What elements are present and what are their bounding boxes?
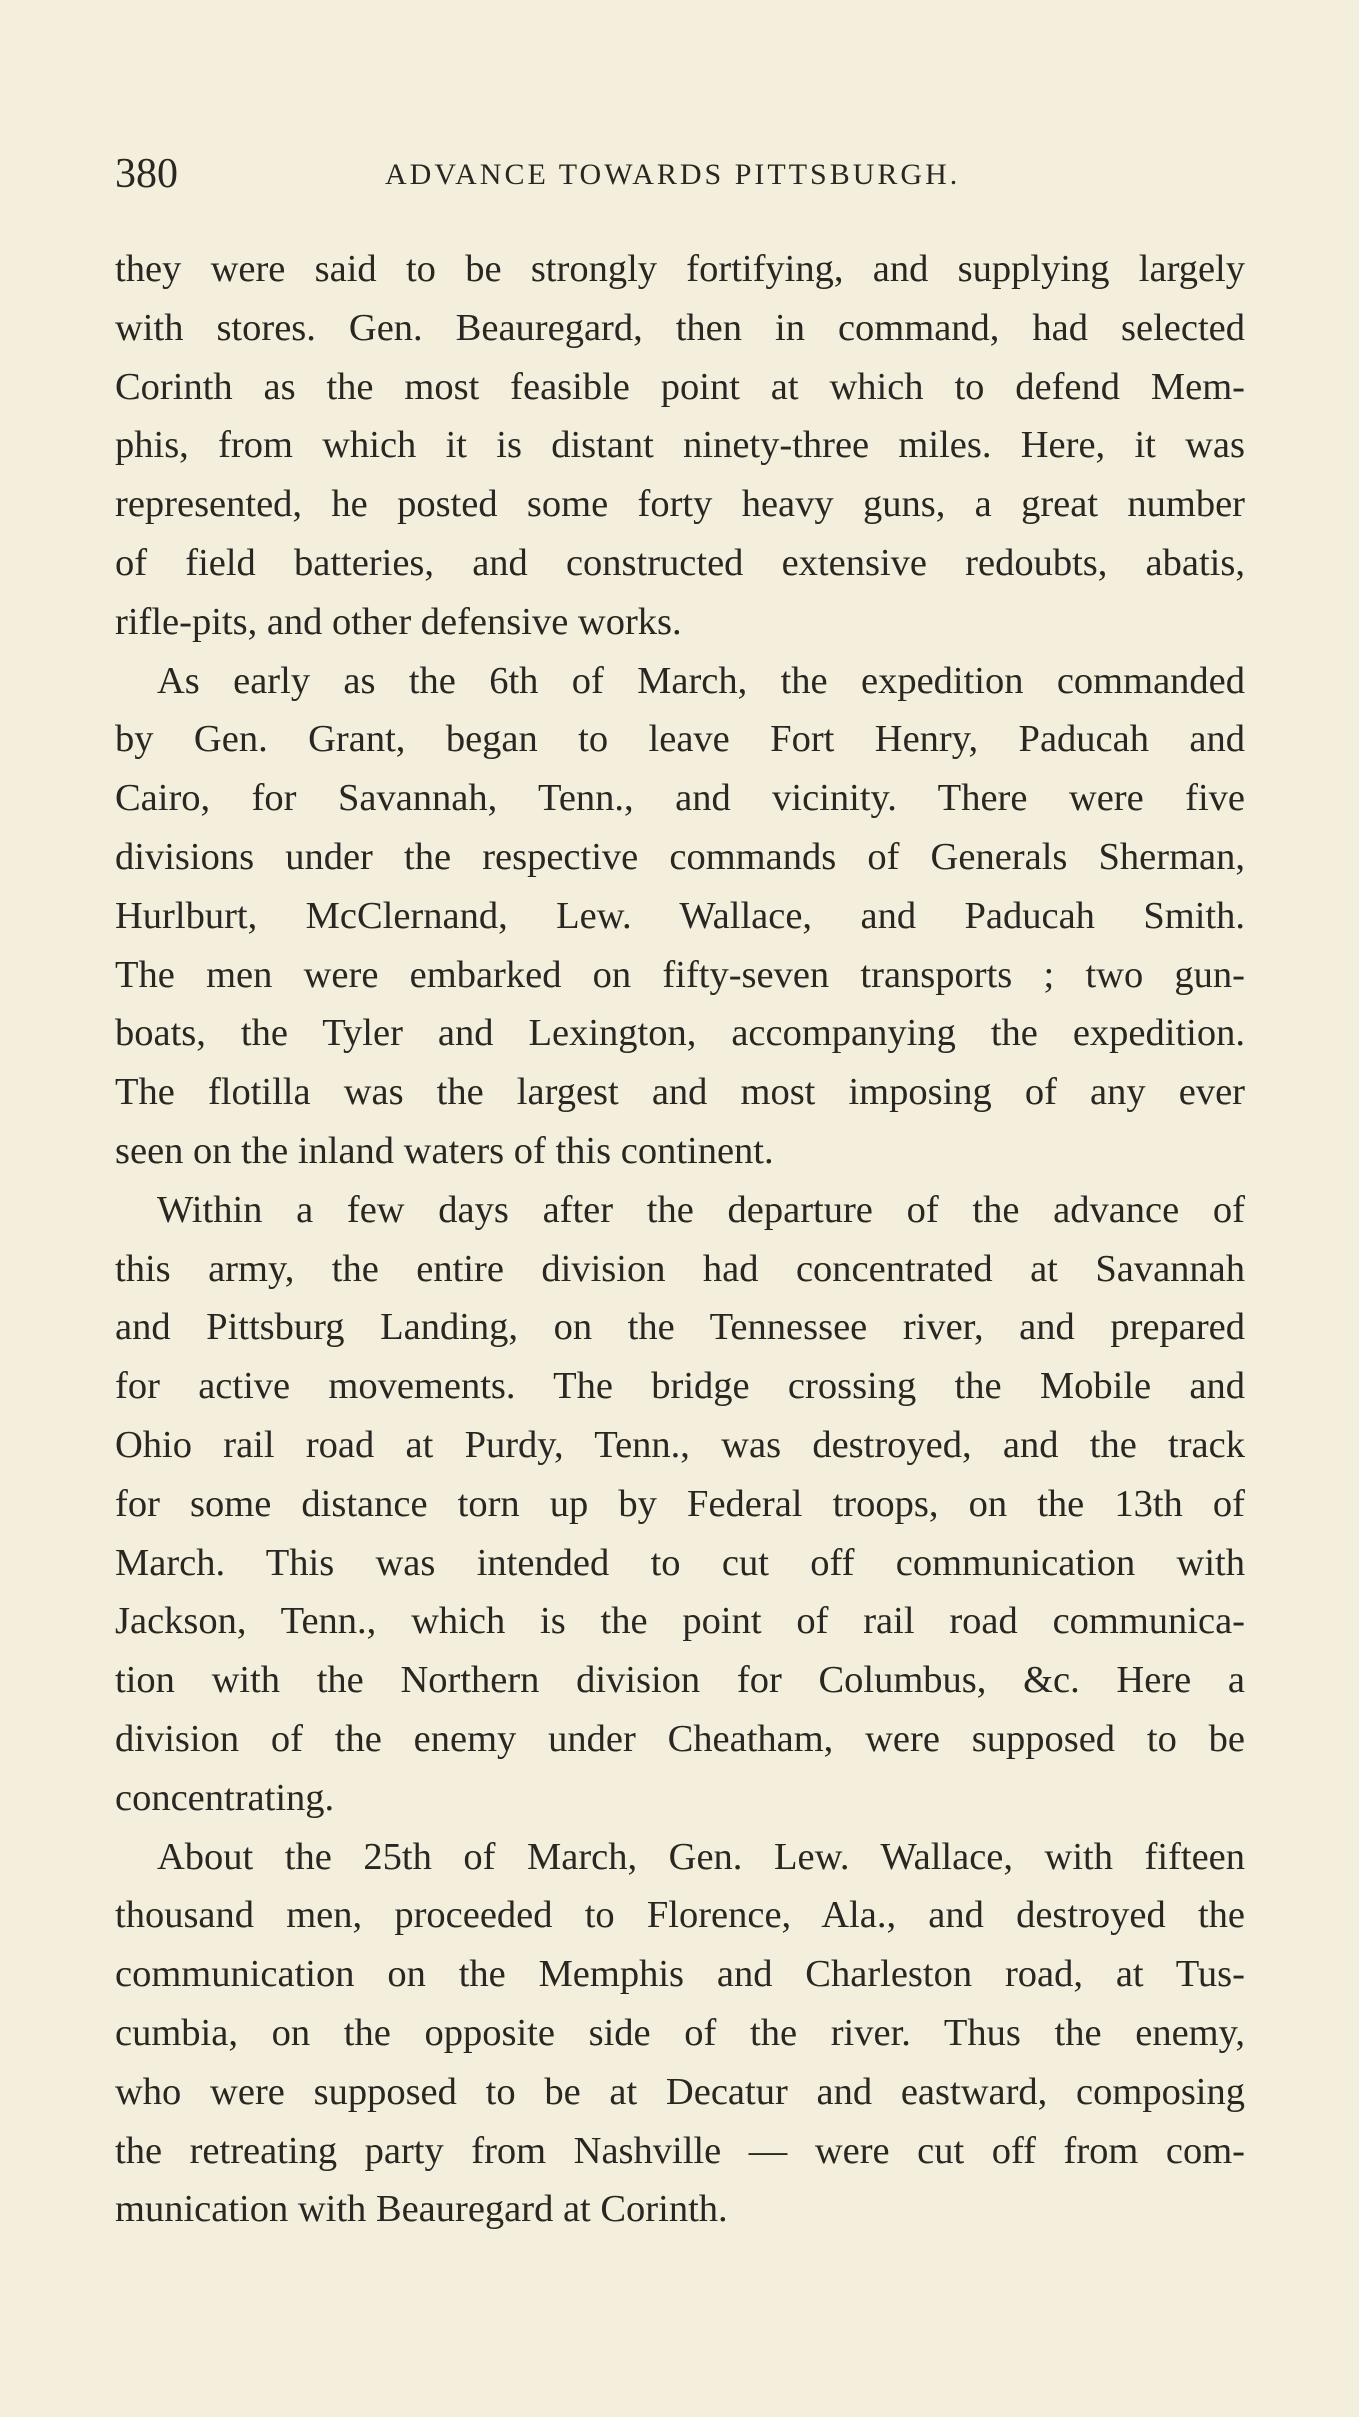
body-text [115, 240, 1245, 2239]
text-line: March. This was intended to cut off communication with [115, 1541, 1245, 1584]
text-line: phis, from which it is distant ninety-three miles. Here, it was [115, 424, 1245, 467]
text-line: The flotilla was the largest and most imposing of any ever [115, 1071, 1245, 1114]
text-line: Within a few days after the departure of the advance of [157, 1188, 1245, 1231]
text-line: Corinth as the most feasible point at which to defend Mem- [115, 365, 1245, 408]
text-line: boats, the Tyler and Lexington, accompanying the expedition. [115, 1012, 1245, 1055]
text-line: About the 25th of March, Gen. Lew. Wallace, with fifteen [157, 1835, 1245, 1878]
text-line: for some distance torn up by Federal troops, on the 13th of [115, 1482, 1245, 1525]
text-line: communication on the Memphis and Charleston road, at Tus- [115, 1953, 1245, 1996]
text-line: tion with the Northern division for Columbus, &c. Here a [115, 1659, 1245, 1702]
text-line: thousand men, proceeded to Florence, Ala., and destroyed the [115, 1894, 1245, 1937]
text-line: division of the enemy under Cheatham, were supposed to be [115, 1717, 1245, 1760]
text-line: of field batteries, and constructed extensive redoubts, abatis, [115, 541, 1245, 584]
text-line: cumbia, on the opposite side of the river. Thus the enemy, [115, 2011, 1245, 2054]
page-number: 380 [115, 151, 178, 197]
text-line: the retreating party from Nashville — were cut off from com- [115, 2129, 1245, 2172]
text-line: Hurlburt, McClernand, Lew. Wallace, and Paducah Smith. [115, 894, 1245, 937]
text-line: with stores. Gen. Beauregard, then in command, had selected [115, 306, 1245, 349]
text-line: divisions under the respective commands of Generals Sherman, [115, 835, 1245, 878]
text-line: this army, the entire division had concentrated at Savannah [115, 1247, 1245, 1290]
text-line: for active movements. The bridge crossing the Mobile and [115, 1365, 1245, 1408]
text-line: by Gen. Grant, began to leave Fort Henry, Paducah and [115, 718, 1245, 761]
paragraph [115, 240, 1245, 652]
paragraph [115, 652, 1245, 1181]
page-header [115, 150, 1245, 210]
text-line: Jackson, Tenn., which is the point of rail road communica- [115, 1600, 1245, 1643]
text-line: who were supposed to be at Decatur and eastward, composing [115, 2070, 1245, 2113]
running-title: ADVANCE TOWARDS PITTSBURGH. [385, 158, 961, 191]
text-line: represented, he posted some forty heavy guns, a great number [115, 483, 1245, 526]
text-line: The men were embarked on fifty-seven transports ; two gun- [115, 953, 1245, 996]
paragraph [115, 1181, 1245, 1828]
paragraph [115, 1828, 1245, 2240]
text-line: Ohio rail road at Purdy, Tenn., was destroyed, and the track [115, 1423, 1245, 1466]
text-line: rifle-pits, and other defensive works. [115, 600, 682, 643]
text-line: concentrating. [115, 1776, 335, 1819]
text-line: As early as the 6th of March, the expedition commanded [157, 659, 1245, 702]
text-line: seen on the inland waters of this continent. [115, 1129, 774, 1172]
text-line: and Pittsburg Landing, on the Tennessee river, and prepared [115, 1306, 1245, 1349]
text-line: munication with Beauregard at Corinth. [115, 2188, 728, 2231]
text-line: they were said to be strongly fortifying, and supplying largely [115, 248, 1245, 290]
text-line: Cairo, for Savannah, Tenn., and vicinity. There were five [115, 777, 1245, 820]
